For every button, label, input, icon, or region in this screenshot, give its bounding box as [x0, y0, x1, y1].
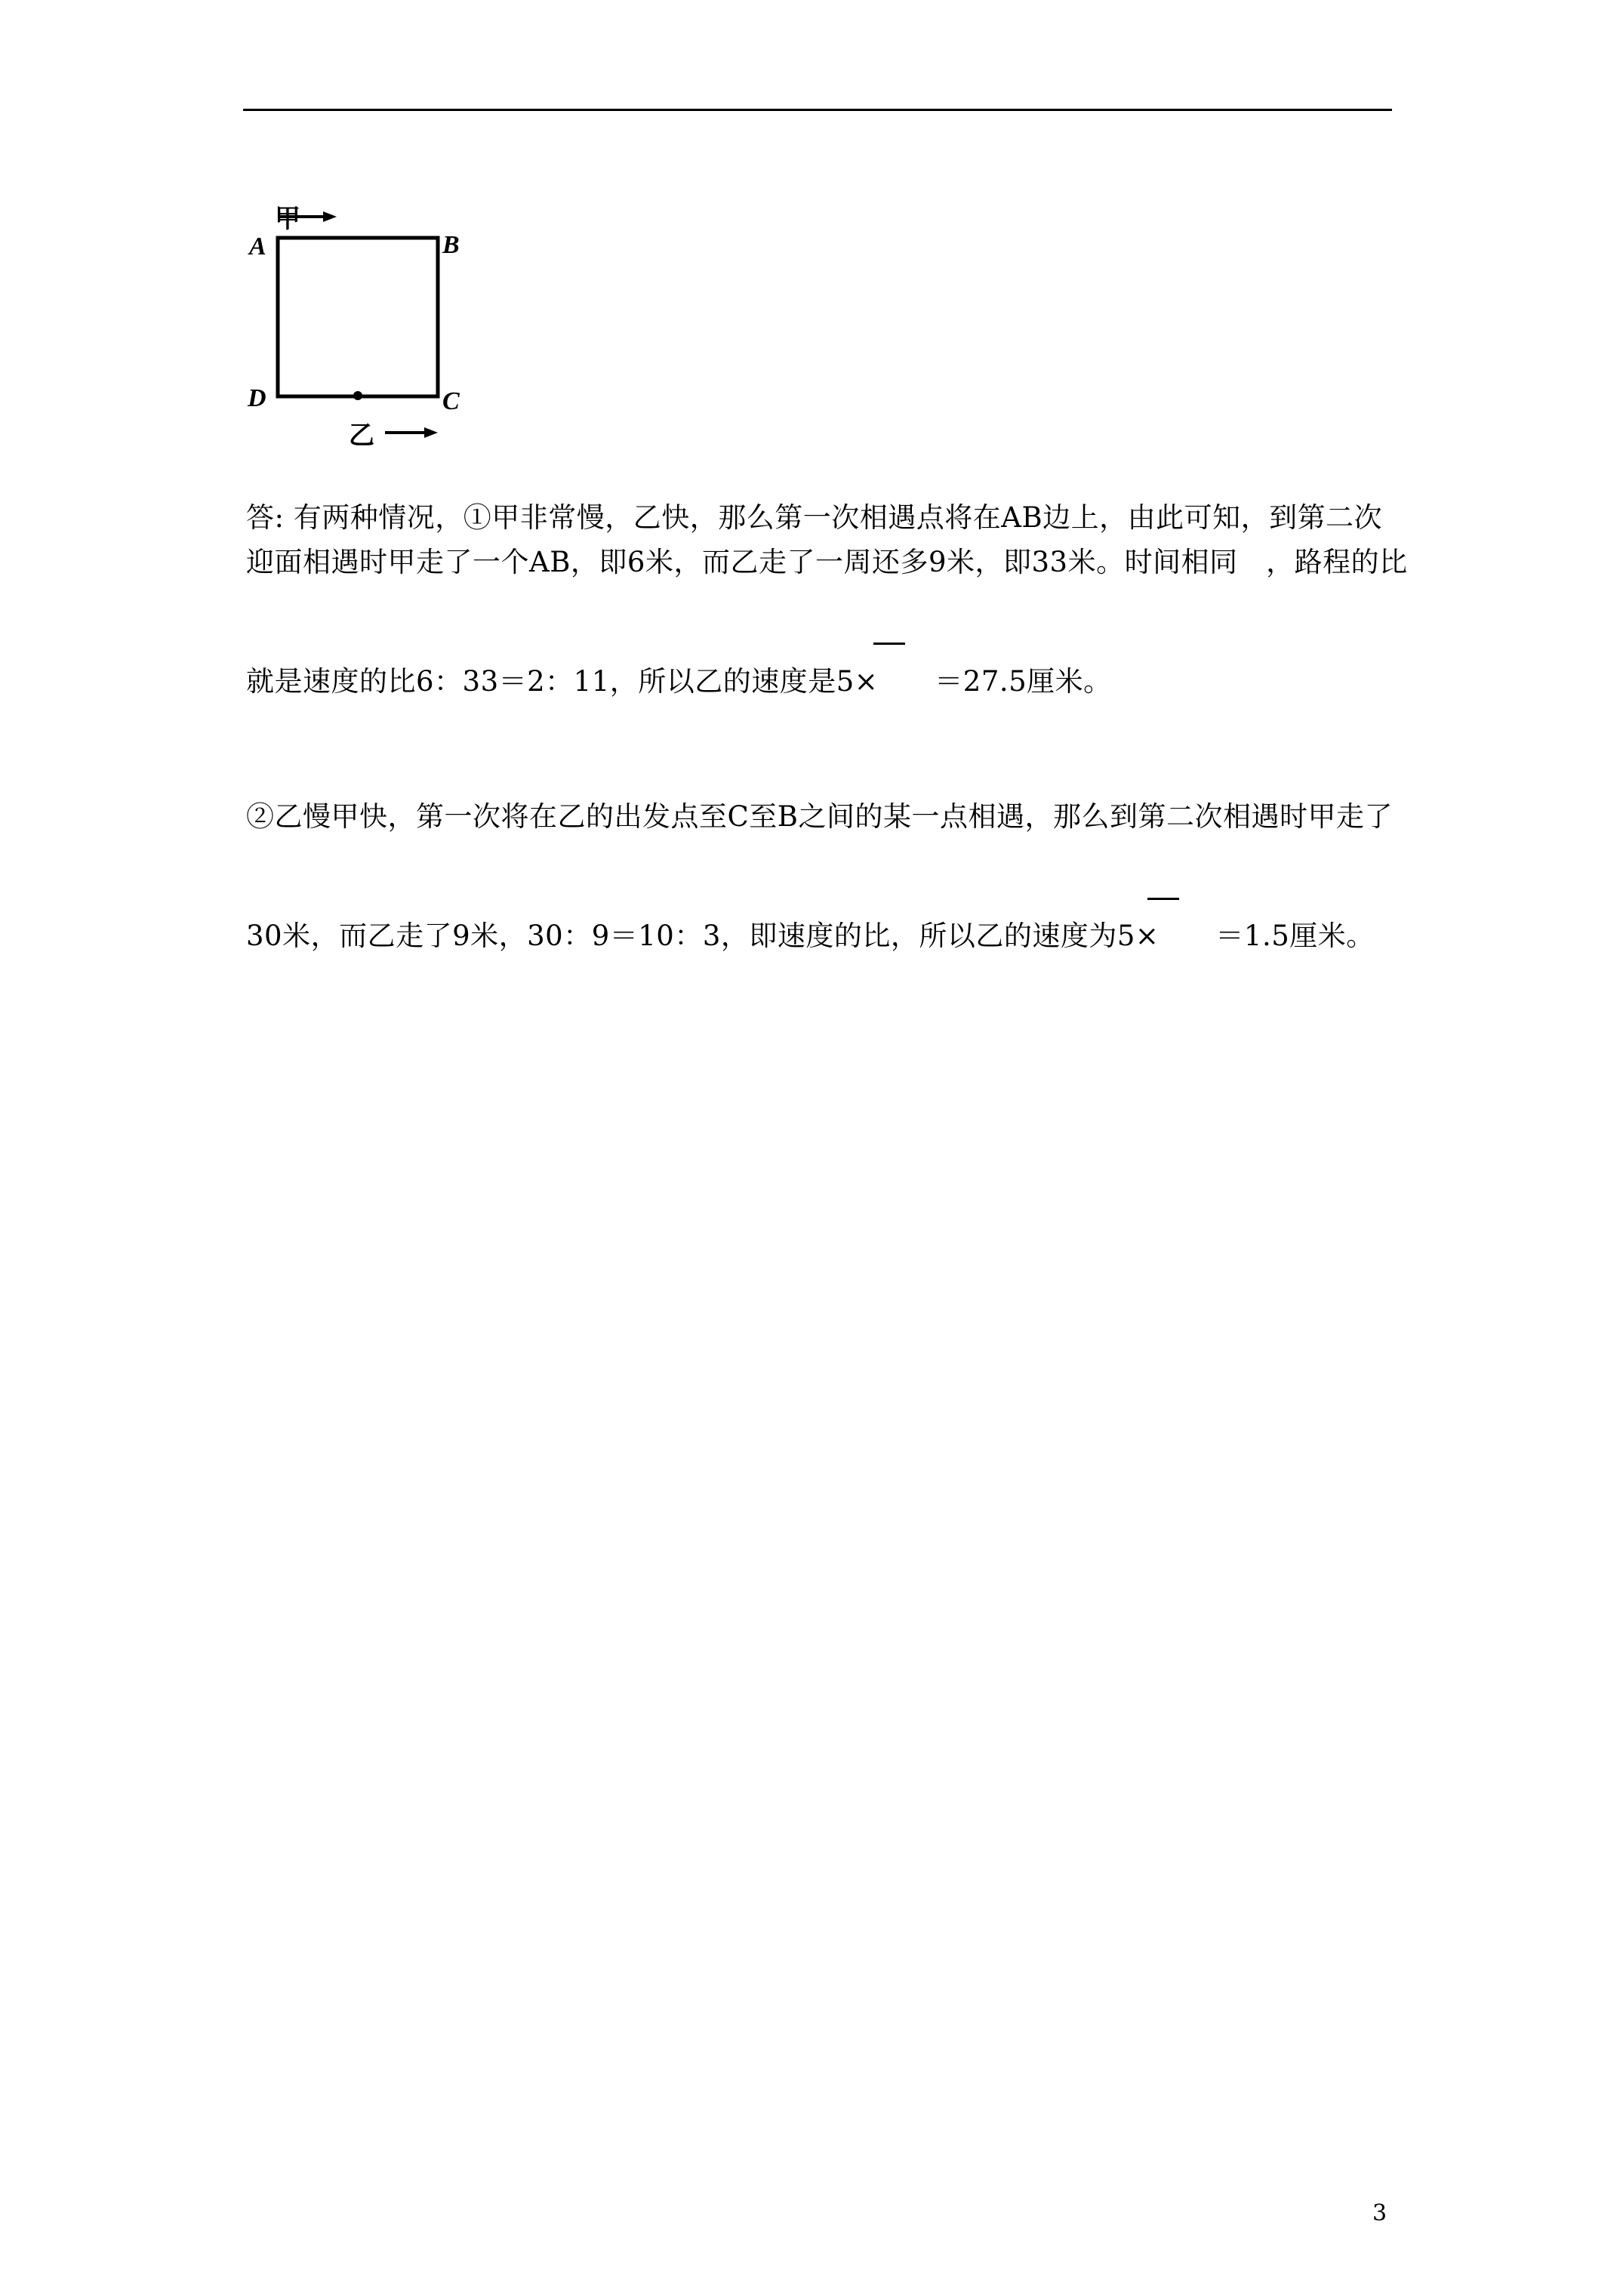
answer-line-1: 答: 有两种情况，①甲非常慢，乙快，那么第一次相遇点将在AB边上，由此可知，到第二次: [246, 501, 1383, 534]
jia-arrow-head: [323, 211, 337, 222]
label-yi: 乙: [349, 421, 374, 451]
yi-arrow-head: [424, 427, 438, 438]
page-number: 3: [1372, 2200, 1387, 2227]
answer-line-2: 迎面相遇时甲走了一个AB，即6米，而乙走了一周还多9米，即33米。时间相同 ，路程的比: [246, 546, 1408, 578]
yi-start-dot: [353, 391, 362, 400]
square-outline: [278, 238, 438, 396]
fraction-bar-2: [1147, 898, 1179, 900]
label-d: D: [248, 384, 266, 412]
answer-line-3: 就是速度的比6：33＝2：11，所以乙的速度是5× ＝27.5厘米。: [246, 665, 1112, 698]
header-rule: [243, 109, 1392, 111]
square-diagram-svg: [240, 193, 489, 464]
label-jia: 甲: [275, 204, 300, 234]
label-a: A: [249, 233, 266, 260]
label-c: C: [442, 387, 460, 415]
answer-line-4: ②乙慢甲快，第一次将在乙的出发点至C至B之间的某一点相遇，那么到第二次相遇时甲走了: [246, 800, 1393, 833]
answer-line-5: 30米，而乙走了9米，30：9＝10：3，即速度的比，所以乙的速度为5× ＝1.5厘米。: [246, 920, 1375, 952]
label-b: B: [442, 231, 460, 259]
fraction-bar-1: [873, 643, 905, 645]
square-diagram: [240, 193, 489, 464]
